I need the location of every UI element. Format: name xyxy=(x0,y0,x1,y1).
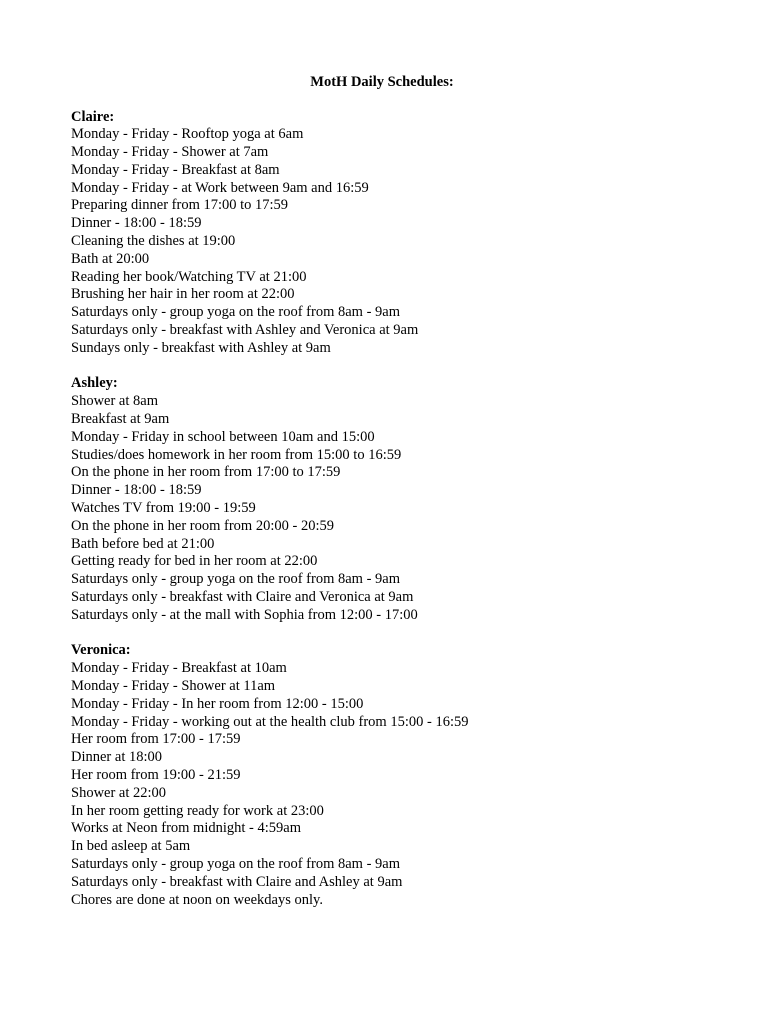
schedule-line: Bath before bed at 21:00 xyxy=(71,535,215,552)
section-heading: Veronica: xyxy=(71,642,131,659)
schedule-line: Chores are done at noon on weekdays only. xyxy=(71,891,323,908)
document-body xyxy=(71,109,731,910)
schedule-line: Saturdays only - at the mall with Sophia from 12:00 - 17:00 xyxy=(71,606,418,623)
schedule-line: Monday - Friday in school between 10am and 15:00 xyxy=(71,428,375,445)
schedule-line: Monday - Friday - Rooftop yoga at 6am xyxy=(71,126,304,143)
schedule-section-ashley xyxy=(71,375,731,624)
schedule-line: Monday - Friday - In her room from 12:00 - 15:00 xyxy=(71,695,364,712)
schedule-line: Reading her book/Watching TV at 21:00 xyxy=(71,268,307,285)
schedule-line: Saturdays only - group yoga on the roof from 8am - 9am xyxy=(71,855,400,872)
schedule-line: Dinner at 18:00 xyxy=(71,749,163,766)
schedule-line: Monday - Friday - Shower at 7am xyxy=(71,144,269,161)
schedule-section-veronica xyxy=(71,642,731,909)
schedule-line: Her room from 19:00 - 21:59 xyxy=(71,766,241,783)
schedule-line: Monday - Friday - Shower at 11am xyxy=(71,678,276,694)
schedule-line: Shower at 8am xyxy=(71,393,158,410)
schedule-line: Saturdays only - breakfast with Claire and Veronica at 9am xyxy=(71,589,414,606)
schedule-line: In her room getting ready for work at 23:00 xyxy=(71,802,324,819)
section-heading: Claire: xyxy=(71,108,115,125)
schedule-line: Studies/does homework in her room from 15:00 to 16:59 xyxy=(71,446,402,463)
schedule-line: Watches TV from 19:00 - 19:59 xyxy=(71,500,256,517)
schedule-line: On the phone in her room from 20:00 - 20:59 xyxy=(71,517,334,534)
schedule-line: Dinner - 18:00 - 18:59 xyxy=(71,482,202,499)
schedule-line: Monday - Friday - Breakfast at 10am xyxy=(71,660,287,677)
schedule-line: In bed asleep at 5am xyxy=(71,838,191,855)
section-heading: Ashley: xyxy=(71,375,118,392)
schedule-line: Sundays only - breakfast with Ashley at 9am xyxy=(71,339,331,356)
schedule-line: Saturdays only - group yoga on the roof from 8am - 9am xyxy=(71,304,400,321)
document-title: MotH Daily Schedules: xyxy=(310,74,454,90)
schedule-line: Monday - Friday - Breakfast at 8am xyxy=(71,161,280,178)
schedule-line: Monday - Friday - working out at the health club from 15:00 - 16:59 xyxy=(71,713,469,730)
schedule-line: Works at Neon from midnight - 4:59am xyxy=(71,820,301,837)
schedule-line: Cleaning the dishes at 19:00 xyxy=(71,233,236,250)
schedule-line: Getting ready for bed in her room at 22:00 xyxy=(71,553,318,570)
schedule-line: Bath at 20:00 xyxy=(71,250,150,267)
schedule-line: Monday - Friday - at Work between 9am and 16:59 xyxy=(71,179,369,196)
schedule-line: Saturdays only - breakfast with Ashley and Veronica at 9am xyxy=(71,322,419,339)
schedule-line: Her room from 17:00 - 17:59 xyxy=(71,731,241,748)
schedule-line: Breakfast at 9am xyxy=(71,411,170,428)
schedule-section-claire xyxy=(71,109,731,358)
schedule-line: Shower at 22:00 xyxy=(71,784,167,801)
schedule-line: Saturdays only - breakfast with Claire and Ashley at 9am xyxy=(71,873,403,890)
schedule-line: Dinner - 18:00 - 18:59 xyxy=(71,215,202,232)
schedule-line: Saturdays only - group yoga on the roof from 8am - 9am xyxy=(71,571,400,588)
schedule-line: Brushing her hair in her room at 22:00 xyxy=(71,286,295,303)
schedule-line: On the phone in her room from 17:00 to 17:59 xyxy=(71,464,341,481)
schedule-line: Preparing dinner from 17:00 to 17:59 xyxy=(71,197,289,214)
